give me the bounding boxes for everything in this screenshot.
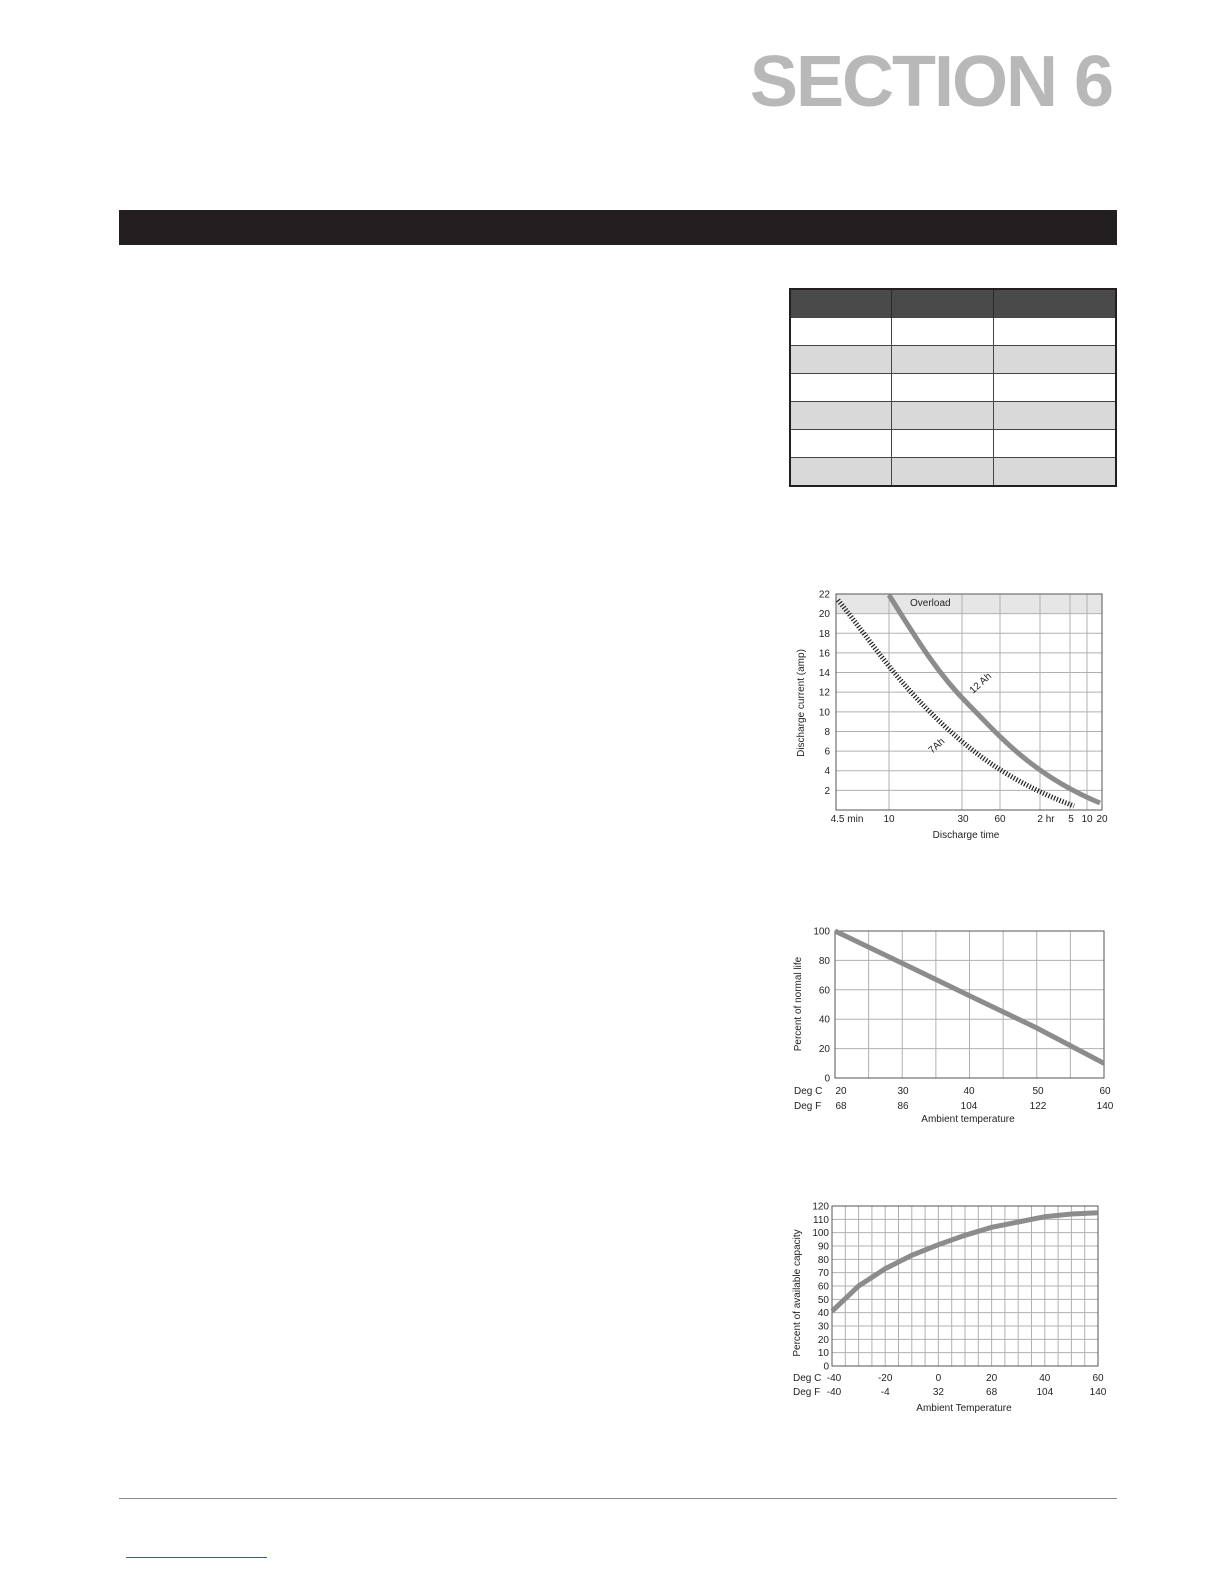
x-tick-label-degf: -40 <box>826 1387 842 1398</box>
table-row <box>790 346 1116 374</box>
table-cell <box>790 318 891 346</box>
y-tick-label: 110 <box>813 1214 829 1226</box>
y-tick-label: 10 <box>818 707 830 719</box>
x-tick-label-degf: 68 <box>986 1387 998 1398</box>
x-tick-label-degf: 104 <box>960 1101 978 1112</box>
y-tick-label: 8 <box>824 726 830 738</box>
table-cell <box>891 430 993 458</box>
x-tick-label-degc: 50 <box>1032 1086 1044 1097</box>
capacity-chart <box>780 1198 1120 1418</box>
capacity-degc-label: Deg C <box>793 1373 822 1384</box>
y-tick-label: 40 <box>818 1014 830 1026</box>
y-tick-label: 100 <box>813 926 830 938</box>
life-chart-svg <box>780 922 1120 1130</box>
x-tick-label-degc: 30 <box>897 1086 909 1097</box>
life-degf-label: Deg F <box>794 1101 822 1112</box>
y-tick-label: 0 <box>823 1361 829 1373</box>
capacity-chart-svg <box>780 1198 1120 1418</box>
x-tick-label-degc: 40 <box>963 1086 975 1097</box>
y-tick-label: 80 <box>818 955 830 967</box>
series-7ah-label: 7Ah <box>926 736 948 757</box>
y-tick-label: 20 <box>818 609 830 621</box>
table-cell <box>891 346 993 374</box>
x-tick-label-degc: 40 <box>1039 1373 1051 1384</box>
section-heading: SECTION 6 <box>749 42 1112 122</box>
y-tick-label: 6 <box>824 746 830 758</box>
table-row <box>790 318 1116 346</box>
table-cell <box>993 318 1116 346</box>
table-header-cell <box>891 289 993 318</box>
table-cell <box>790 346 891 374</box>
discharge-chart-svg <box>780 585 1120 850</box>
x-tick-label-degc: 60 <box>1099 1086 1111 1097</box>
table-cell <box>891 318 993 346</box>
x-tick-label-degf: 68 <box>835 1101 847 1112</box>
x-tick-label-degf: 86 <box>897 1101 909 1112</box>
capacity-y-axis-label: Percent of available capacity <box>792 1229 803 1357</box>
x-tick-label-degc: 20 <box>835 1086 847 1097</box>
y-tick-label: 80 <box>817 1254 829 1266</box>
table-cell <box>790 458 891 487</box>
x-tick-label-degf: 140 <box>1089 1387 1107 1398</box>
y-tick-label: 50 <box>817 1294 829 1306</box>
table-cell <box>993 402 1116 430</box>
overload-label: Overload <box>910 598 951 609</box>
overload-band <box>836 594 1102 613</box>
table-row <box>790 458 1116 487</box>
y-tick-label: 22 <box>818 589 830 601</box>
x-tick-label-degc: 20 <box>986 1373 998 1384</box>
footer-rule <box>119 1498 1117 1499</box>
table-row <box>790 374 1116 402</box>
x-tick-label-degf: 104 <box>1036 1387 1054 1398</box>
table-cell <box>993 374 1116 402</box>
y-tick-label: 70 <box>817 1268 829 1280</box>
discharge-y-axis-label: Discharge current (amp) <box>796 649 807 757</box>
y-tick-label: 16 <box>818 648 830 660</box>
x-tick-label: 10 <box>883 814 895 825</box>
table-row <box>790 402 1116 430</box>
x-tick-label-degc: 0 <box>935 1373 942 1384</box>
table-cell <box>891 458 993 487</box>
y-tick-label: 60 <box>818 985 830 997</box>
y-tick-label: 40 <box>817 1308 829 1320</box>
y-tick-label: 90 <box>817 1241 829 1253</box>
life-y-axis-label: Percent of normal life <box>793 956 804 1052</box>
y-tick-label: 2 <box>824 785 830 797</box>
x-tick-label: 60 <box>994 814 1006 825</box>
x-tick-label-degc: -40 <box>826 1373 842 1384</box>
series-7ah-line <box>838 600 1074 806</box>
table-header-cell <box>790 289 891 318</box>
capacity-x-axis-label: Ambient Temperature <box>916 1403 1012 1414</box>
y-tick-label: 20 <box>818 1044 830 1056</box>
x-tick-label: 10 <box>1081 814 1093 825</box>
x-tick-label-degc: 60 <box>1092 1373 1104 1384</box>
y-tick-label: 4 <box>824 766 830 778</box>
y-tick-label: 10 <box>817 1348 829 1360</box>
table-cell <box>891 374 993 402</box>
table-header-cell <box>993 289 1116 318</box>
table-cell <box>790 430 891 458</box>
y-tick-label: 12 <box>818 687 830 699</box>
x-tick-label: 30 <box>957 814 969 825</box>
footer-link-underline[interactable] <box>126 1557 267 1558</box>
spec-table <box>789 288 1117 487</box>
table-cell <box>891 402 993 430</box>
table-header-row <box>790 289 1116 318</box>
table-cell <box>790 374 891 402</box>
y-tick-label: 14 <box>818 668 830 680</box>
x-tick-label-degc: -20 <box>877 1373 893 1384</box>
y-tick-label: 18 <box>818 628 830 640</box>
x-tick-label-degf: 140 <box>1096 1101 1114 1112</box>
y-tick-label: 120 <box>812 1201 829 1213</box>
y-tick-label: 20 <box>817 1334 829 1346</box>
life-x-axis-label: Ambient temperature <box>921 1114 1015 1125</box>
x-tick-label-degf: -4 <box>880 1387 890 1398</box>
table-cell <box>790 402 891 430</box>
table-cell <box>993 430 1116 458</box>
y-tick-label: 30 <box>817 1321 829 1333</box>
x-tick-label: 5 <box>1068 814 1074 825</box>
y-tick-label: 100 <box>812 1228 829 1240</box>
title-bar <box>119 210 1117 245</box>
x-tick-label-degf: 122 <box>1029 1101 1047 1112</box>
y-tick-label: 60 <box>817 1281 829 1293</box>
capacity-degf-label: Deg F <box>793 1387 821 1398</box>
life-chart <box>780 922 1120 1130</box>
table-row <box>790 430 1116 458</box>
series-12ah-label: 12 Ah <box>967 670 995 697</box>
x-tick-label: 20 <box>1096 814 1108 825</box>
table-cell <box>993 458 1116 487</box>
life-degc-label: Deg C <box>794 1086 823 1097</box>
table-cell <box>993 346 1116 374</box>
discharge-chart <box>780 585 1120 850</box>
discharge-x-axis-label: Discharge time <box>932 830 1000 841</box>
x-tick-label: 2 hr <box>1037 814 1055 825</box>
x-tick-label: 4.5 min <box>830 814 864 825</box>
x-tick-label-degf: 32 <box>932 1387 944 1398</box>
y-tick-label: 0 <box>824 1073 830 1085</box>
